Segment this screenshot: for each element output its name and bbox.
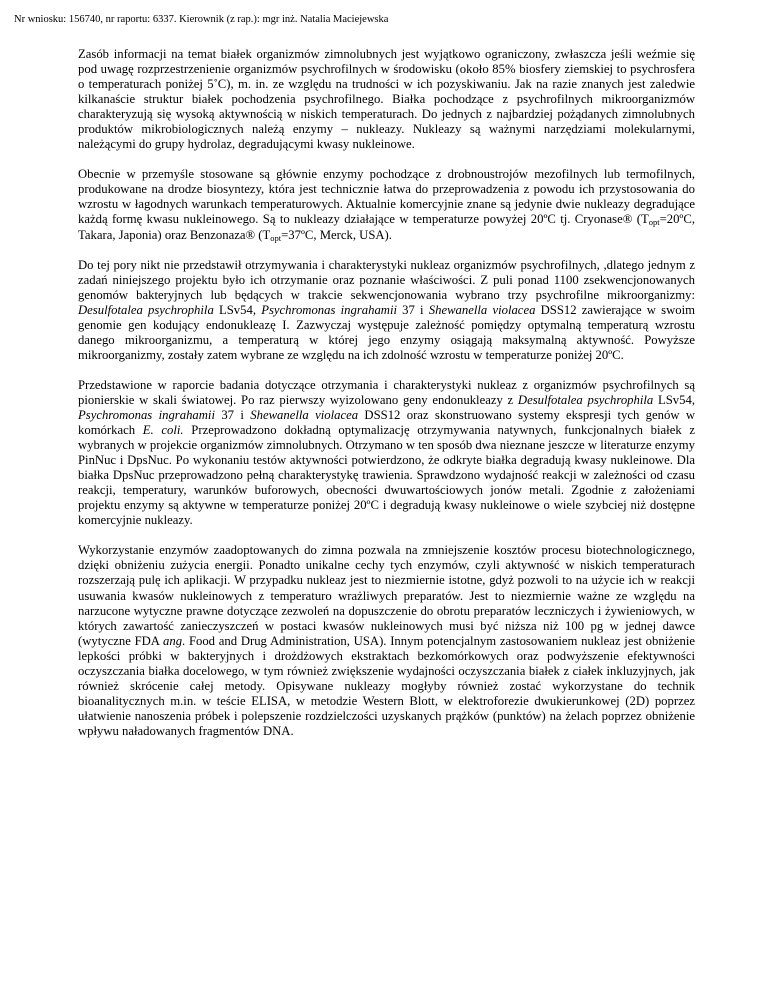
species-name: Shewanella violacea (428, 302, 536, 317)
document-body (78, 47, 695, 754)
paragraph-4-text-b: LSv54, (653, 392, 695, 407)
paragraph-4-text-c: 37 i (214, 407, 251, 422)
paragraph-3-text-b: LSv54, (213, 302, 262, 317)
report-header: Nr wniosku: 156740, nr raportu: 6337. Kierownik (z rap.): mgr inż. Natalia Maciejewska (14, 14, 389, 25)
paragraph-4-text-a: Przedstawione w raporcie badania dotyczące otrzymania i charakterystyki nukleaz z organizmów psychrofilnych są pionierskie w skali światowej. Po raz pierwszy wyizolowano geny endonukleazy z (78, 377, 695, 407)
paragraph-4-text-e: Przeprowadzono dokładną optymalizację otrzymywania natywnych, funkcjonalnych białek z wybranych w projekcie organizmów zimnolubnych. Otrzymano w ten sposób dwa nieznane jeszcze w literaturze enzymy PinNuc i DpsNuc. Po wykonaniu testów aktywności potwierdzono, że odkryte białka degradują kwasy nukleinowe. Dla białka DpsNuc przeprowadzono pełną charakterystykę trawienia. Sprawdzono wydajność reakcji w zależności od czasu reakcji, temperatury, warunków buforowych, obecności dwuwartościowych jonów metali. Zgodnie z założeniami projektu enzymy są aktywne w temperaturze poniżej 20ºC i degradują kwasy nukleinowe o wiele szybciej niż dostępne komercyjnie nukleazy. (78, 423, 696, 528)
paragraph-2-text-b: =20ºC, Takara, Japonia) oraz Benzonaza® (T (78, 212, 695, 242)
paragraph-4-text-d: DSS12 oraz skonstruowano systemy ekspresji tych genów w komórkach (78, 407, 695, 438)
species-name: Psychromonas ingrahamii (78, 407, 215, 422)
species-name: Shewanella violacea (250, 407, 359, 422)
subscript-opt-2: opt (270, 232, 282, 243)
paragraph-5-text-a: Wykorzystanie enzymów zaadoptowanych do zimna pozwala na zmniejszenie kosztów procesu biotechnologicznego, dzięki obniżeniu zużycia energii. Ponadto unikalne cechy tych enzymów, czyli aktywność w niskich temperaturach rozszerzają pulę ich aplikacji. W przypadku nukleaz jest to niezmiernie istotne, gdyż pozwoli to na użycie ich w reakcji usuwania kwasów nukleinowych z temperaturo wrażliwych preparatów. Jest to niezmiernie ważne ze względu na narzucone wytyczne prawne dotyczące zezwoleń na dopuszczenie do obrotu preparatów leczniczych i żywieniowych, w których zawartość zanieczyszczeń w postaci kwasów nukleinowych musi być niższa niż 100 pg w jednej dawce (wytyczne FDA (78, 543, 695, 648)
paragraph-2-text-a: Obecnie w przemyśle stosowane są głównie enzymy pochodzące z drobnoustrojów mezofilnych lub termofilnych, produkowane na drodze biosyntezy, która jest technicznie łatwa do przeprowadzenia z powodu ich przystosowania do wzrostu w łagodnych warunkach temperaturowych. Aktualnie komercyjnie znane są jedynie dwie nukleazy degradujące każdą formę kwasu nukleinowego. Są to nukleazy działające w temperaturze powyżej 20ºC tj. Cryonase® (T (78, 167, 695, 227)
paragraph-2-text-c: =37ºC, Merck, USA). (281, 227, 392, 242)
species-name: Psychromonas ingrahamii (261, 302, 397, 317)
paragraph-3-text-a: Do tej pory nikt nie przedstawił otrzymywania i charakterystyki nukleaz organizmów psychrofilnych, ,dlatego jednym z zadań niniejszego projektu było ich otrzymanie oraz poznanie właściwości. Z puli ponad 1100 zsekwencjonowanych genomów bakteryjnych lub będących w trakcie sekwencjonowania wybrano trzy psychrofilne mikroorganizmy: (78, 257, 695, 302)
species-name: E. coli. (142, 423, 184, 438)
species-name: Desulfotalea psychrophila (517, 392, 654, 407)
paragraph-5 (78, 543, 695, 739)
paragraph-3-text-c: 37 i (397, 302, 429, 317)
paragraph-5-text-b: . Food and Drug Administration, USA). Innym potencjalnym zastosowaniem nukleaz jest obniżenie lepkości próbki w bakteryjnych i drożdżowych ekstraktach bezkomórkowych oraz podwyższenie efektywności oczyszczania białka docelowego, w tym również zwiększenie wydajności oczyszczania białek z ciałek inkluzyjnych, jak również skrócenie całej metody. Opisywane nukleazy mogłyby również zostać wykorzystane do technik bioanalitycznych m.in. w teście ELISA, w metodzie Western Blott, w elektroforezie dwukierunkowej (2D) poprzez ułatwienie nanoszenia próbek i polepszenie rozdzielczości uzyskanych prążków (punktów) na żelach poprzez obniżenie wpływu naładowanych fragmentów DNA. (78, 633, 695, 738)
paragraph-2 (78, 167, 695, 242)
paragraph-3-text-d: DSS12 zawierające w swoim genomie gen kodujący endonukleazę I. Zazwyczaj występuje zależność pomiędzy optymalną temperaturą wzrostu danego mikroorganizmu, a temperaturą w której jego enzymy osiągają maksymalną aktywność. Powyższe mikroorganizmy, zostały zatem wybrane ze względu na ich zdolność wzrostu w temperaturze poniżej 20ºC. (78, 302, 695, 362)
species-name: Desulfotalea psychrophila (78, 302, 214, 317)
paragraph-4 (78, 378, 695, 528)
abbreviation-ang: ang (163, 633, 183, 648)
paragraph-3 (78, 258, 695, 363)
subscript-opt-1: opt (648, 217, 660, 228)
paragraph-1: Zasób informacji na temat białek organizmów zimnolubnych jest wyjątkowo ograniczony, zwłaszcza jeśli weźmie się pod uwagę rozprzestrzenienie organizmów psychrofilnych w środowisku (około 85% biosfery ziemskiej to psychrosfera o temperaturach poniżej 5˚C), m. in. ze względu na trudności w ich pozyskiwaniu. Jak na razie znanych jest zaledwie kilkanaście struktur białek pochodzenia psychrofilnego. Białka pochodzące z psychrofilnych mikroorganizmów charakteryzują się wysoką aktywnością w niskich temperaturach. Do jednych z najbardziej pożądanych zimnolubnych produktów mikrobiologicznych należą enzymy – nukleazy. Nukleazy są ważnymi narzędziami molekularnymi, należącymi do grupy hydrolaz, degradującymi kwasy nukleinowe. (78, 47, 695, 152)
